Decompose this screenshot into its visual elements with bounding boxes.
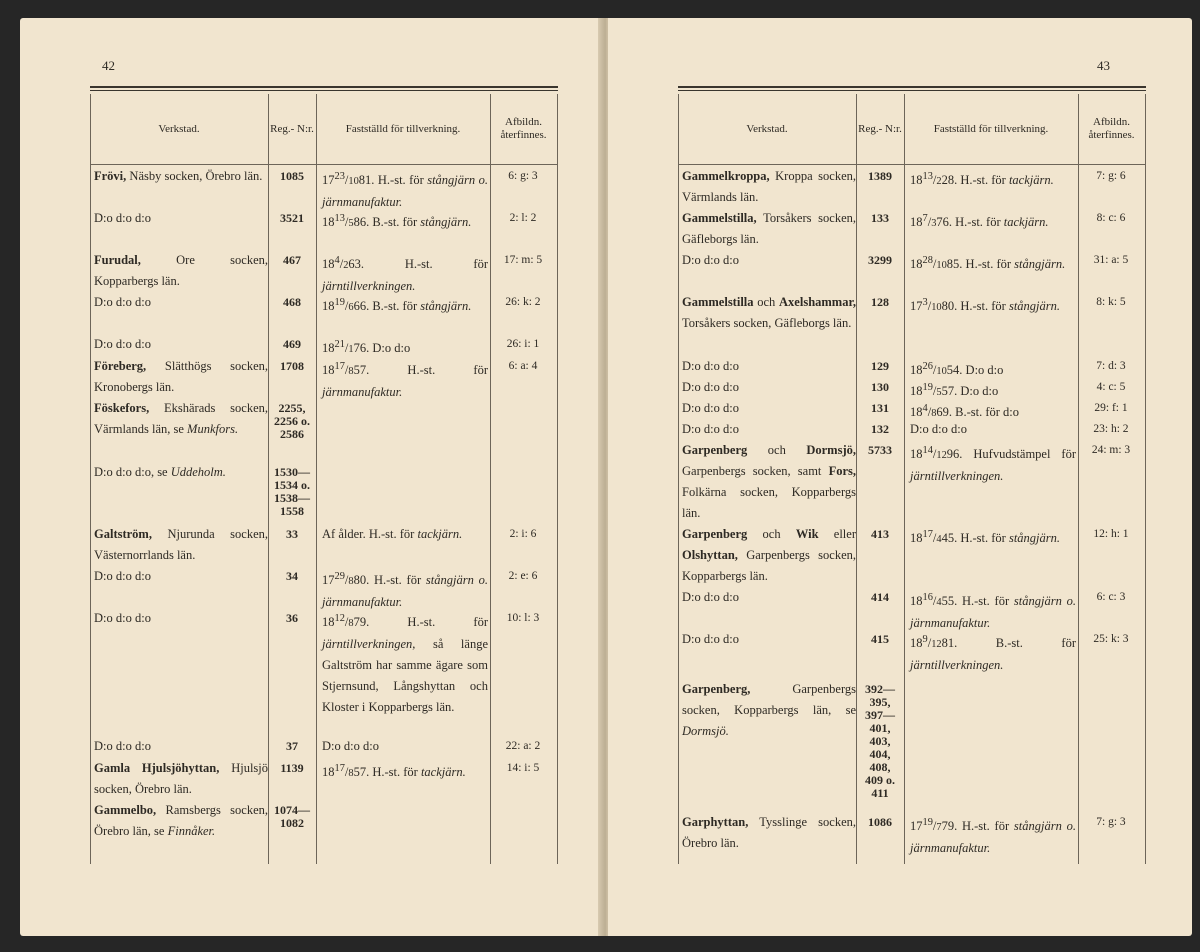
workshop-cell: D:o d:o d:o — [682, 401, 739, 415]
illustration-cell: 7: g: 6 — [1096, 170, 1126, 182]
workshop-cell: Garpenberg och Wik eller Olshyttan, Garpenbergs socken, Kopparbergs län. — [682, 527, 856, 583]
reg-number-cell: 34 — [286, 569, 298, 583]
reg-number-cell: 415 — [871, 632, 889, 646]
illustration-cell: 6: a: 4 — [508, 360, 538, 372]
workshop-cell: D:o d:o d:o — [682, 422, 739, 436]
workshop-cell: Gammelstilla och Axelshammar, Torsåkers socken, Gäfleborgs län. — [682, 295, 856, 330]
established-cell: D:o d:o d:o — [910, 422, 967, 436]
workshop-cell: Föreberg, Slätthögs socken, Kronobergs län. — [94, 359, 268, 394]
workshop-cell: Gammelbo, Ramsbergs socken, Örebro län, se Finnåker. — [94, 803, 268, 838]
established-cell: $18^{12}/879$. H.-st. för järntillverkningen, så länge Galtström har samme ägare som Stjernsund, Långshyttan och Kloster i Kopparbergs län. — [322, 613, 488, 715]
illustration-cell: 2: l: 2 — [509, 212, 537, 224]
workshop-cell: D:o d:o d:o — [682, 590, 739, 604]
reg-number-cell: 130 — [871, 380, 889, 394]
established-cell: $18^{26}/1054$. D:o d:o — [910, 361, 1004, 378]
established-cell: $17^{29}/880$. H.-st. för stångjärn o. järnmanufaktur. — [322, 571, 488, 610]
reg-number-cell: 413 — [871, 527, 889, 541]
illustration-cell: 2: i: 6 — [509, 528, 537, 540]
illustration-cell: 22: a: 2 — [505, 740, 541, 752]
workshop-cell: D:o d:o d:o — [682, 359, 739, 373]
established-cell: $18^{17}/857$. H.-st. för järnmanufaktur. — [322, 361, 488, 400]
established-cell: $18^{13}/586$. B.-st. för stångjärn. — [322, 213, 472, 230]
reg-number-cell: 414 — [871, 590, 889, 604]
established-cell: $17^3/1080$. H.-st. för stångjärn. — [910, 297, 1061, 314]
workshop-cell: D:o d:o d:o — [94, 611, 151, 625]
illustration-cell: 24: m: 3 — [1091, 444, 1131, 456]
workshop-cell: Galtström, Njurunda socken, Västernorrlands län. — [94, 527, 268, 562]
established-cell: $18^{19}/557$. D:o d:o — [910, 382, 999, 399]
header-illustration: Afbildn. återfinnes. — [1088, 116, 1135, 141]
header-reg: Reg.- N:r. — [858, 122, 902, 135]
established-cell: $18^{17}/857$. H.-st. för tackjärn. — [322, 763, 466, 780]
reg-number-cell: 3521 — [280, 211, 304, 225]
illustration-cell: 10: l: 3 — [506, 612, 540, 624]
reg-number-cell: 1085 — [280, 169, 304, 183]
reg-number-cell: 467 — [283, 253, 301, 267]
illustration-cell: 8: k: 5 — [1096, 296, 1126, 308]
header-rule — [90, 90, 558, 91]
established-cell: Af ålder. H.-st. för tackjärn. — [322, 527, 463, 541]
illustration-cell: 31: a: 5 — [1093, 254, 1129, 266]
established-cell: $18^{19}/666$. B.-st. för stångjärn. — [322, 297, 472, 314]
illustration-cell: 29: f: 1 — [1094, 402, 1128, 414]
reg-number-cell: 2255, 2256 o. 2586 — [274, 401, 310, 441]
workshop-cell: Gamla Hjulsjöhyttan, Hjulsjö socken, Örebro län. — [94, 761, 268, 796]
reg-number-cell: 3299 — [868, 253, 892, 267]
header-rule — [678, 86, 1146, 88]
workshop-cell: Frövi, Näsby socken, Örebro län. — [94, 169, 263, 183]
workshop-cell: D:o d:o d:o — [682, 632, 739, 646]
illustration-cell: 26: k: 2 — [505, 296, 541, 308]
illustration-cell: 7: g: 3 — [1096, 816, 1126, 828]
illustration-cell: 26: i: 1 — [506, 338, 540, 350]
right-page — [608, 18, 1192, 936]
reg-number-cell: 128 — [871, 295, 889, 309]
reg-number-cell: 133 — [871, 211, 889, 225]
reg-number-cell: 1389 — [868, 169, 892, 183]
header-illustration: Afbildn. återfinnes. — [500, 116, 547, 141]
page-number: 42 — [102, 58, 115, 73]
established-cell: $18^{17}/445$. H.-st. för stångjärn. — [910, 529, 1061, 546]
workshop-cell: D:o d:o d:o — [682, 253, 739, 267]
page-number: 43 — [1097, 58, 1110, 73]
workshop-cell: D:o d:o d:o — [94, 739, 151, 753]
header-established: Fastställd för tillverkning. — [933, 122, 1049, 135]
reg-number-cell: 1086 — [868, 815, 892, 829]
reg-number-cell: 1530— 1534 o. 1538— 1558 — [274, 465, 310, 518]
workshop-cell: D:o d:o d:o, se Uddeholm. — [94, 465, 226, 479]
established-cell: $18^9/1281$. B.-st. för järntillverkningen. — [910, 634, 1076, 673]
illustration-cell: 25: k: 3 — [1093, 633, 1129, 645]
illustration-cell: 4: c: 5 — [1096, 381, 1126, 393]
workshop-cell: D:o d:o d:o — [94, 569, 151, 583]
reg-number-cell: 1139 — [280, 761, 304, 775]
header-workshop: Verkstad. — [746, 122, 788, 135]
established-cell: $18^7/376$. H.-st. för tackjärn. — [910, 213, 1049, 230]
established-cell: D:o d:o d:o — [322, 739, 379, 753]
illustration-cell: 12: h: 1 — [1093, 528, 1129, 540]
header-reg: Reg.- N:r. — [270, 122, 314, 135]
illustration-cell: 14: i: 5 — [506, 762, 540, 774]
established-cell: $18^{14}/1296$. Hufvudstämpel för järntillverkningen. — [910, 445, 1076, 484]
reg-number-cell: 129 — [871, 359, 889, 373]
header-rule — [678, 90, 1146, 91]
register-table — [678, 94, 1146, 864]
reg-number-cell: 468 — [283, 295, 301, 309]
reg-number-cell: 131 — [871, 401, 889, 415]
workshop-cell: Gammelstilla, Torsåkers socken, Gäfleborgs län. — [682, 211, 856, 246]
workshop-cell: D:o d:o d:o — [682, 380, 739, 394]
illustration-cell: 23: h: 2 — [1093, 423, 1129, 435]
reg-number-cell: 36 — [286, 611, 298, 625]
established-cell: $18^4/263$. H.-st. för järntillverkningen. — [322, 255, 488, 294]
illustration-cell: 6: c: 3 — [1096, 591, 1126, 603]
workshop-cell: Garphyttan, Tysslinge socken, Örebro län. — [682, 815, 856, 850]
reg-number-cell: 132 — [871, 422, 889, 436]
established-cell: $18^{28}/1085$. H.-st. för stångjärn. — [910, 255, 1066, 272]
workshop-cell: Gammelkroppa, Kroppa socken, Värmlands län. — [682, 169, 856, 204]
established-cell: $18^4/869$. B.-st. för d:o — [910, 403, 1020, 420]
illustration-cell: 8: c: 6 — [1096, 212, 1126, 224]
reg-number-cell: 1708 — [280, 359, 304, 373]
established-cell: $18^{16}/455$. H.-st. för stångjärn o. järnmanufaktur. — [910, 592, 1076, 631]
workshop-cell: Föskefors, Ekshärads socken, Värmlands län, se Munkfors. — [94, 401, 268, 436]
workshop-cell: D:o d:o d:o — [94, 295, 151, 309]
header-established: Fastställd för tillverkning. — [345, 122, 461, 135]
workshop-cell: D:o d:o d:o — [94, 211, 151, 225]
workshop-cell: D:o d:o d:o — [94, 337, 151, 351]
workshop-cell: Garpenberg och Dormsjö, Garpenbergs socken, samt Fors, Folkärna socken, Kopparbergs län. — [682, 443, 856, 520]
established-cell: $18^{21}/176$. D:o d:o — [322, 339, 411, 356]
reg-number-cell: 5733 — [868, 443, 892, 457]
workshop-cell: Furudal, Ore socken, Kopparbergs län. — [94, 253, 268, 288]
illustration-cell: 6: g: 3 — [508, 170, 538, 182]
reg-number-cell: 1074— 1082 — [274, 803, 310, 830]
left-page — [20, 18, 604, 936]
illustration-cell: 7: d: 3 — [1096, 360, 1126, 372]
reg-number-cell: 37 — [286, 739, 298, 753]
reg-number-cell: 33 — [286, 527, 298, 541]
register-table — [90, 94, 558, 864]
established-cell: $18^{13}/228$. H.-st. för tackjärn. — [910, 171, 1054, 188]
reg-number-cell: 469 — [283, 337, 301, 351]
header-rule — [90, 86, 558, 88]
reg-number-cell: 392— 395, 397— 401, 403, 404, 408, 409 o. 411 — [865, 682, 895, 800]
illustration-cell: 17: m: 5 — [503, 254, 543, 266]
established-cell: $17^{23}/1081$. H.-st. för stångjärn o. järnmanufaktur. — [322, 171, 488, 210]
workshop-cell: Garpenberg, Garpenbergs socken, Kopparbergs län, se Dormsjö. — [682, 682, 856, 738]
illustration-cell: 2: e: 6 — [508, 570, 538, 582]
header-workshop: Verkstad. — [158, 122, 200, 135]
established-cell: $17^{19}/779$. H.-st. för stångjärn o. järnmanufaktur. — [910, 817, 1076, 856]
